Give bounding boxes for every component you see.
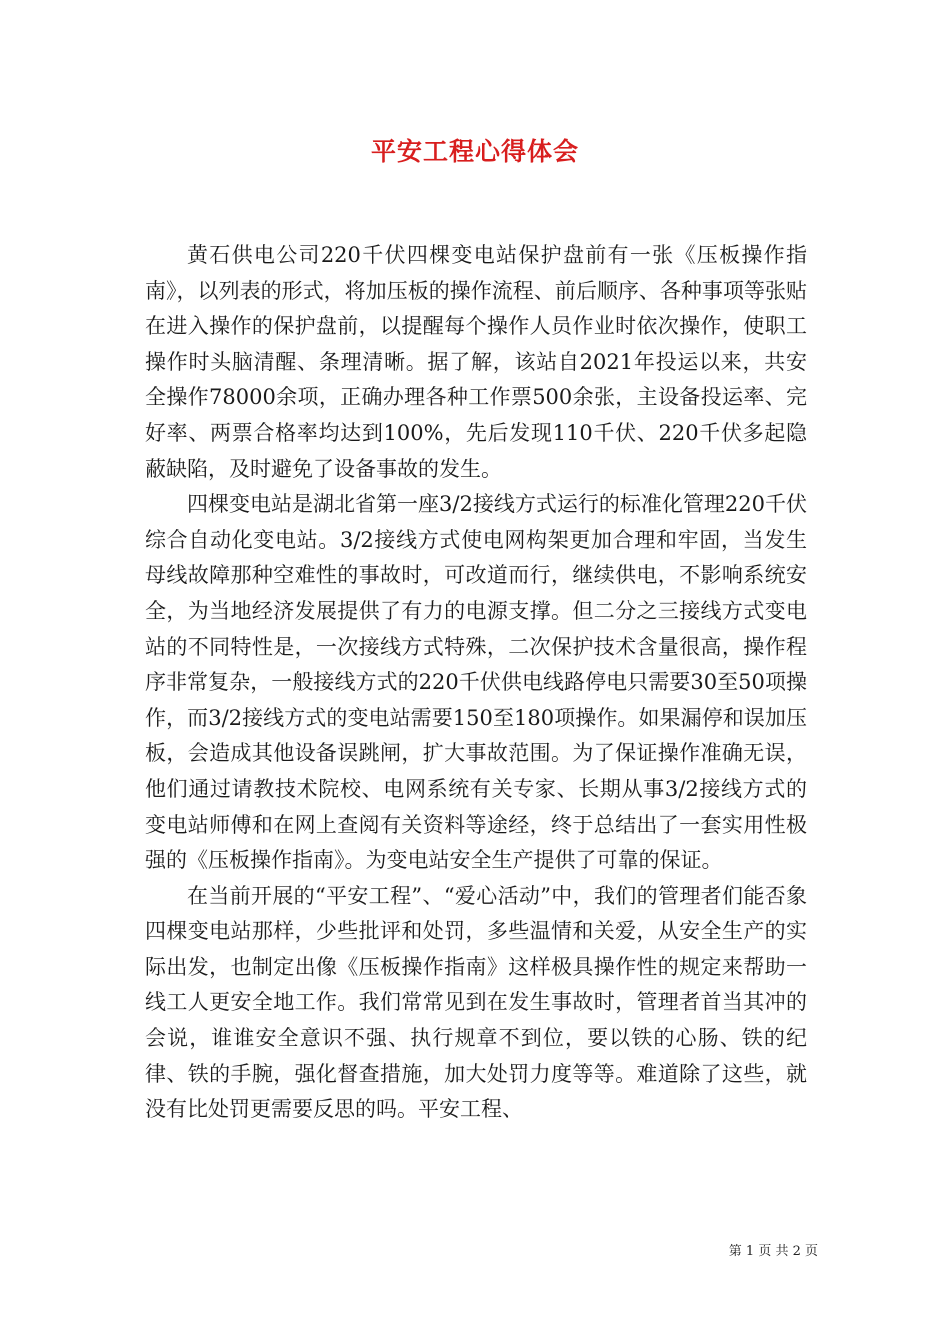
- paragraph-3: 在当前开展的“平安工程”、“爱心活动”中，我们的管理者们能否象四棵变电站那样，少些批评和处罚，多些温情和关爱，从安全生产的实际出发，也制定出像《压板操作指南》这样极具操作性的规定来帮助一线工人更安全地工作。我们常常见到在发生事故时，管理者首当其冲的会说，谁谁安全意识不强、执行规章不到位，要以铁的心肠、铁的纪律、铁的手腕，强化督查措施，加大处罚力度等等。难道除了这些，就没有比处罚更需要反思的吗。平安工程、: [145, 883, 807, 1122]
- page-number-footer: 第 1 页 共 2 页: [728, 1244, 818, 1259]
- page-title: 平安工程心得体会: [370, 137, 579, 166]
- paragraph-2: 四棵变电站是湖北省第一座3/2接线方式运行的标准化管理220千伏综合自动化变电站。3/2接线方式使电网构架更加合理和牢固，当发生母线故障那种空难性的事故时，可改道而行，继续供电，不影响系统安全，为当地经济发展提供了有力的电源支撑。但二分之三接线方式变电站的不同特性是，一次接线方式特殊，二次保护技术含量很高，操作程序非常复杂，一般接线方式的220千伏供电线路停电只需要30至50项操作，而3/2接线方式的变电站需要150至180项操作。如果漏停和误加压板，会造成其他设备误跳闸，扩大事故范围。为了保证操作准确无误，他们通过请教技术院校、电网系统有关专家、长期从事3/2接线方式的变电站师傅和在网上查阅有关资料等途经，终于总结出了一套实用性极强的《压板操作指南》。为变电站安全生产提供了可靠的保证。: [145, 492, 807, 873]
- document-body: [145, 238, 807, 1128]
- paragraph-1: 黄石供电公司220千伏四棵变电站保护盘前有一张《压板操作指南》，以列表的形式，将加压板的操作流程、前后顺序、各种事项等张贴在进入操作的保护盘前，以提醒每个操作人员作业时依次操作，使职工操作时头脑清醒、条理清晰。据了解，该站自2021年投运以来，共安全操作78000余项，正确办理各种工作票500余张，主设备投运率、完好率、两票合格率均达到100%，先后发现110千伏、220千伏多起隐蔽缺陷，及时避免了设备事故的发生。: [145, 243, 807, 481]
